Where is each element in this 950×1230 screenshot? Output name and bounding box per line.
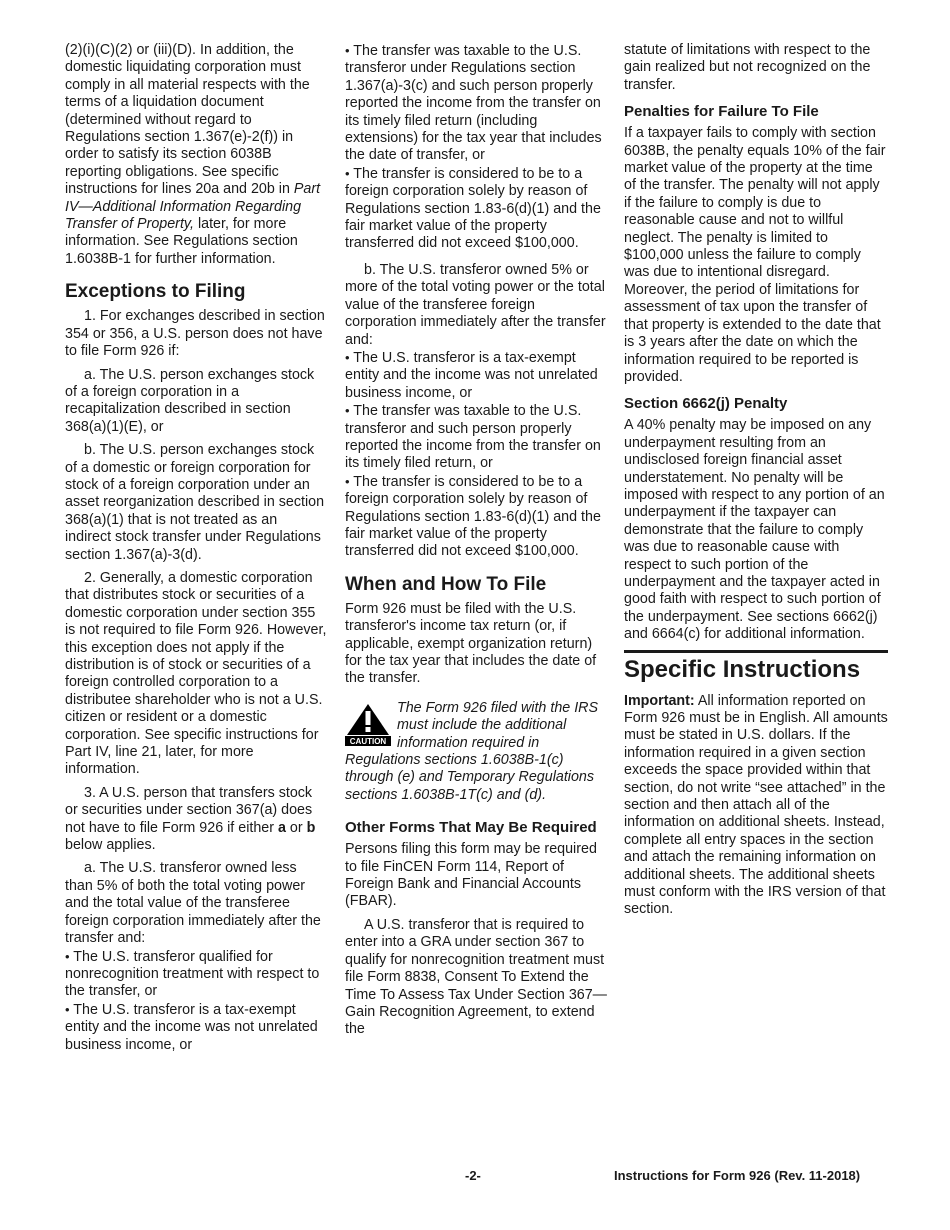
- paragraph: b. The U.S. person exchanges stock of a domestic or foreign corporation for stock of a foreign corporation under an asset reorganization described in section 368(a)(1) that is not treated as an indirect stock transfer under Regulations section 1.367(a)-3(d).: [65, 442, 325, 563]
- bullet-item: • The U.S. transferor is a tax-exempt entity and the income was not unrelated business income, or: [65, 1001, 318, 1053]
- paragraph: If a taxpayer fails to comply with section 6038B, the penalty equals 10% of the fair market value of the property at the time of the transfer. The penalty will not apply if the failure to comply is due to reasonable cause and not to willful neglect. The penalty is limited to $100,000 unless the failure to comply was due to intentional disregard. Moreover, the period of limitations for assessment of tax upon the transfer of that property is extended to the date that is 3 years after the date on which the information required to be reported is provided.: [624, 125, 886, 385]
- section-title-specific-instructions: Specific Instructions: [624, 650, 888, 685]
- paragraph: a. The U.S. person exchanges stock of a foreign corporation in a recapitalization described in section 368(a)(1)(E), or: [65, 366, 315, 435]
- paragraph: 2. Generally, a domestic corporation that distributes stock or securities of a domestic corporation under section 355 is not required to file Form 926. However, this exception does not apply if the distribution is of stock or securities of a foreign controlled corporation to a distributee shareholder who is not a U.S. citizen or resident or a domestic corporation. See specific instructions for Part IV, line 21, later, for more information.: [65, 569, 327, 778]
- bullet-item: • The transfer was taxable to the U.S. transferor and such person properly reported the income from the transfer on its timely filed return, or: [345, 403, 601, 472]
- footer-title: Instructions for Form 926 (Rev. 11-2018): [614, 1168, 861, 1183]
- paragraph: Form 926 must be filed with the U.S. transferor's income tax return (or, if applicable, exempt organization return) for the tax year that includes the date of the transfer.: [345, 600, 597, 687]
- bullet-icon: •: [65, 948, 70, 964]
- paragraph: A U.S. transferor that is required to enter into a GRA under section 367 to qualify for nonrecognition treatment must file Form 8838, Consent To Extend the Time To Assess Tax Under Section 367—Gain Recognition Agreement, to extend the: [345, 916, 607, 1038]
- paragraph: (2)(i)(C)(2) or (iii)(D). In addition, the domestic liquidating corporation must comply in all material respects with the terms of a liquidation document (determined without regard to Regulations section 1.367(e)-2(f)) in order to satisfy its section 6038B reporting obligations. See specific instructions for lines 20a and 20b in Part IV—Additional Information Regarding Transfer of Property, later, for more information. See Regulations section 1.6038B-1 for further information.: [65, 42, 321, 267]
- paragraph: a. The U.S. transferor owned less than 5% of both the total voting power and the total value of the transferee foreign corporation immediately after the transfer and:: [65, 860, 321, 947]
- column-middle: [345, 42, 607, 1045]
- bullet-icon: •: [345, 349, 350, 365]
- section-heading-exceptions: Exceptions to Filing: [65, 281, 246, 303]
- column-left: [65, 42, 327, 1054]
- paragraph: Persons filing this form may be required to file FinCEN Form 114, Report of Foreign Bank and Financial Accounts (FBAR).: [345, 841, 597, 910]
- bullet-item: • The transfer was taxable to the U.S. transferor under Regulations section 1.367(a)-3(c) and such person properly reported the income from the transfer on its timely filed return (including extensions) for the tax year that includes the date of transfer, or: [345, 43, 602, 164]
- bullet-item: • The transfer is considered to be to a foreign corporation solely by reason of Regulations section 1.83-6(d)(1) and the fair market value of the property transferred did not exceed $100,000.: [345, 165, 601, 252]
- paragraph: 3. A U.S. person that transfers stock or securities under section 367(a) does not have to file Form 926 if either a or b below applies.: [65, 784, 316, 854]
- column-right: [624, 42, 888, 925]
- bullet-icon: •: [345, 165, 350, 181]
- bullet-icon: •: [345, 473, 350, 489]
- bullet-item: • The U.S. transferor qualified for nonrecognition treatment with respect to the transfer, or: [65, 948, 320, 1000]
- caution-text: The Form 926 filed with the IRS must include the additional information required in Regulations sections 1.6038B-1(c) through (e) and Temporary Regulations sections 1.6038B-1T(c) and (d).: [345, 699, 599, 803]
- paragraph: Important: All information reported on Form 926 must be in English. All amounts must be stated in U.S. dollars. If the information required in a given section exceeds the space provided within that section, do not write “see attached” in the section and then attach all of the information on additional sheets. Instead, complete all entry spaces in the section and attach the remaining information on additional sheets. The additional sheets must conform with the IRS version of that section.: [624, 692, 888, 918]
- bullet-item: • The transfer is considered to be to a foreign corporation solely by reason of Regulations section 1.83-6(d)(1) and the fair market value of the property transferred did not exceed $100,000.: [345, 473, 601, 560]
- bullet-item: • The U.S. transferor is a tax-exempt entity and the income was not unrelated business income, or: [345, 349, 598, 401]
- bullet-icon: •: [345, 43, 350, 58]
- subheading-6662j-penalty: Section 6662(j) Penalty: [624, 395, 788, 413]
- section-heading-when-how: When and How To File: [345, 573, 547, 595]
- caution-icon: [345, 702, 391, 746]
- bullet-icon: •: [65, 1001, 70, 1017]
- paragraph: A 40% penalty may be imposed on any underpayment resulting from an undisclosed foreign financial asset understatement. No penalty will be imposed with respect to any portion of an underpayment if the taxpayer can demonstrate that the failure to comply was due to reasonable cause with respect to such portion of the underpayment and the taxpayer acted in good faith with respect to such portion of the underpayment. See sections 6662(j) and 6664(c) for additional information.: [624, 417, 885, 643]
- paragraph: b. The U.S. transferor owned 5% or more of the total voting power or the total value of the transferee foreign corporation immediately after the transfer and:: [345, 261, 606, 348]
- bullet-icon: •: [345, 403, 350, 419]
- subheading-other-forms: Other Forms That May Be Required: [345, 819, 597, 837]
- paragraph: 1. For exchanges described in section 354 or 356, a U.S. person does not have to file Form 926 if:: [65, 308, 325, 360]
- paragraph: statute of limitations with respect to the gain realized but not recognized on the transfer.: [624, 42, 871, 93]
- caution-label: CAUTION: [349, 736, 387, 746]
- caution-note: [345, 700, 607, 804]
- subheading-penalties: Penalties for Failure To File: [624, 103, 819, 121]
- page-number: -2-: [465, 1168, 481, 1183]
